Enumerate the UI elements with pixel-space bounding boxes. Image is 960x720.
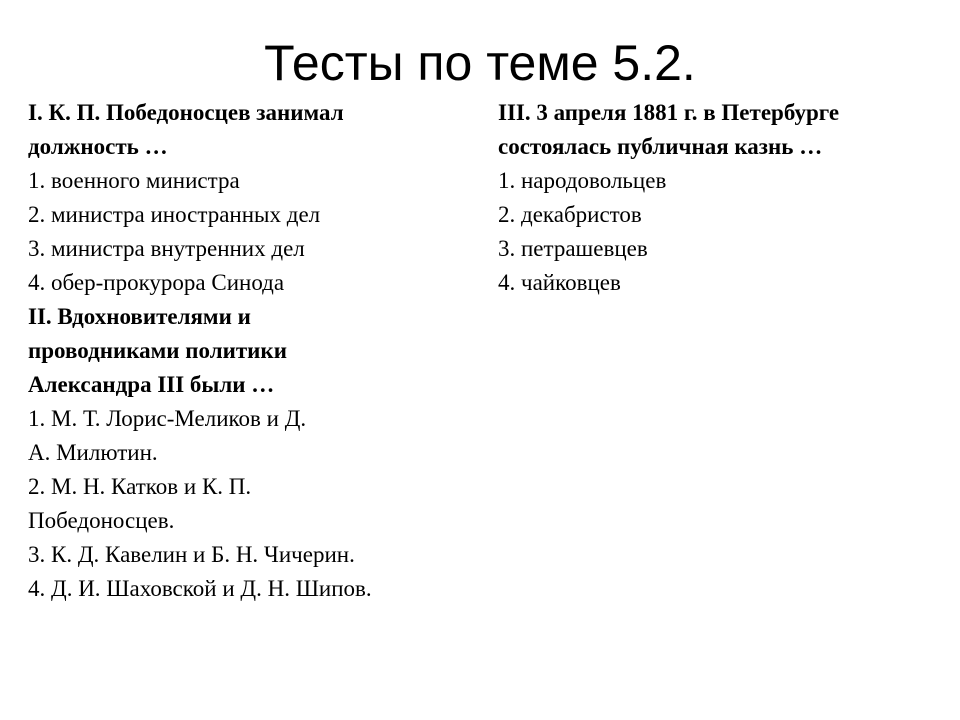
- question-1: [28, 96, 468, 300]
- question-2-option-1: 1. М. Т. Лорис-Меликов и Д. А. Милютин.: [28, 406, 307, 465]
- question-1-option-3: 3. министра внутренних дел: [28, 236, 305, 261]
- question-2: [28, 300, 468, 606]
- question-2-text: II. Вдохновителями и проводниками политики Александра III были …: [28, 304, 287, 397]
- question-3-option-2: 2. декабристов: [498, 202, 642, 227]
- right-column: [498, 96, 938, 300]
- question-2-options: [28, 402, 468, 606]
- question-1-text: I. К. П. Победоносцев занимал должность …: [28, 100, 344, 159]
- question-3-option-1: 1. народовольцев: [498, 168, 667, 193]
- question-2-option-2: 2. М. Н. Катков и К. П. Победоносцев.: [28, 474, 252, 533]
- question-3-text: III. 3 апреля 1881 г. в Петербурге состоялась публичная казнь …: [498, 100, 840, 159]
- question-1-option-1: 1. военного министра: [28, 168, 240, 193]
- question-2-option-4: 4. Д. И. Шаховской и Д. Н. Шипов.: [28, 576, 372, 601]
- question-1-option-2: 2. министра иностранных дел: [28, 202, 321, 227]
- question-3-option-3: 3. петрашевцев: [498, 236, 648, 261]
- question-2-option-3: 3. К. Д. Кавелин и Б. Н. Чичерин.: [28, 542, 355, 567]
- question-1-option-4: 4. обер-прокурора Синода: [28, 270, 285, 295]
- question-3: [498, 96, 938, 300]
- left-column: [28, 96, 468, 606]
- question-3-option-4: 4. чайковцев: [498, 270, 621, 295]
- question-1-options: [28, 164, 468, 300]
- question-3-options: [498, 164, 938, 300]
- slide-title: Тесты по теме 5.2.: [264, 35, 696, 91]
